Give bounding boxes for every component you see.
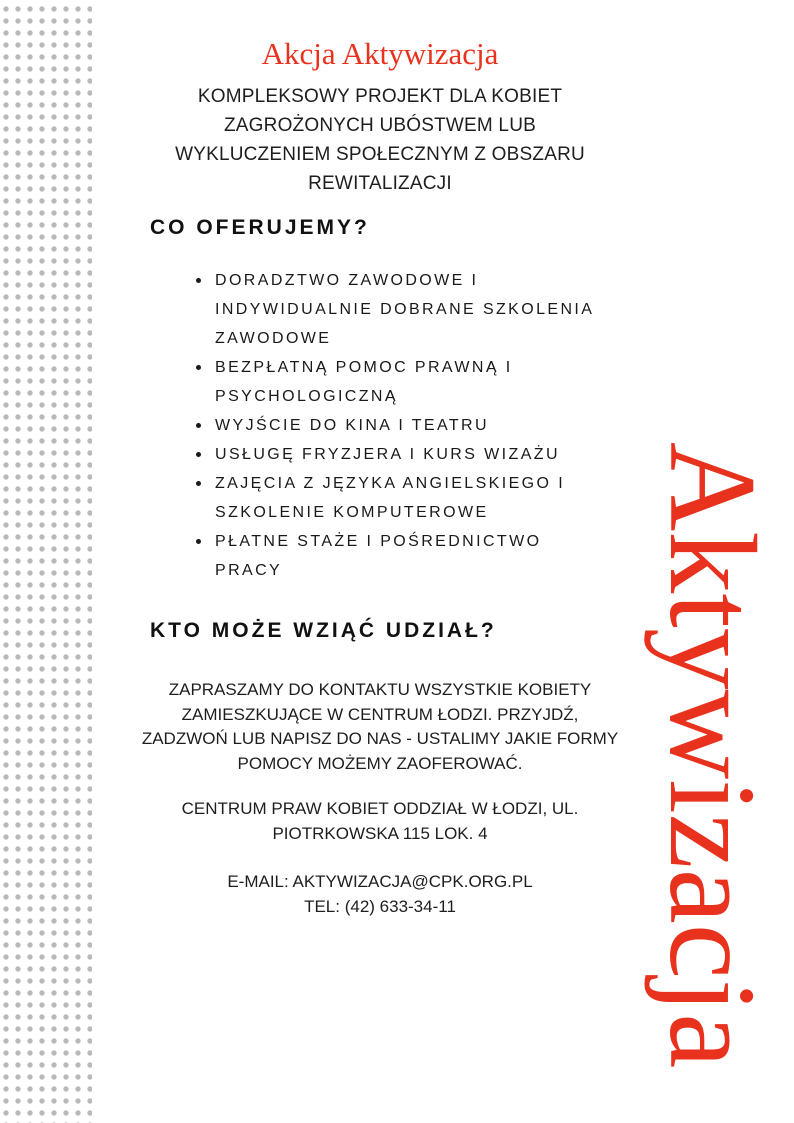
invitation-line: ZADZWOŃ LUB NAPISZ DO NAS - USTALIMY JAKIE FORMY [141,729,619,748]
subtitle-line: ZAGROŻONYCH UBÓSTWEM LUB [224,115,536,136]
offer-item-line: BEZPŁATNĄ POMOC PRAWNĄ I [215,359,513,376]
address-line: CENTRUM PRAW KOBIET ODDZIAŁ W ŁODZI, UL. [181,799,579,818]
offer-item-line: ZAJĘCIA Z JĘZYKA ANGIELSKIEGO I [215,475,566,492]
bullet-icon [196,365,201,370]
invitation-line: POMOCY MOŻEMY ZAOFEROWAĆ. [237,753,523,773]
who-heading: KTO MOŻE WZIĄĆ UDZIAŁ? [150,619,497,642]
offer-item [196,411,606,440]
bullet-icon [196,452,201,457]
offer-item [196,440,606,469]
project-subtitle [150,82,610,198]
invitation-line: ZAPRASZAMY DO KONTAKTU WSZYSTKIE KOBIETY [168,680,592,699]
invitation-text [140,678,620,776]
offer-item [196,527,606,585]
address-text [140,797,620,846]
offer-item-line: ZAWODOWE [215,330,332,347]
email-text: E-MAIL: AKTYWIZACJA@CPK.ORG.PL [227,872,533,891]
invitation-line: ZAMIESZKUJĄCE W CENTRUM ŁODZI. PRZYJDŹ, [181,704,579,724]
contact-info [140,870,620,919]
offer-item [196,469,606,527]
offer-item-line: WYJŚCIE DO KINA I TEATRU [215,417,489,434]
offer-item-line: USŁUGĘ FRYZJERA I KURS WIZAŻU [215,446,560,463]
bullet-icon [196,539,201,544]
offer-item-line: PSYCHOLOGICZNĄ [215,388,398,405]
address-line: PIOTRKOWSKA 115 LOK. 4 [272,823,488,843]
dotted-side-pattern [0,0,92,1123]
subtitle-line: KOMPLEKSOWY PROJEKT DLA KOBIET [197,86,563,107]
offer-list [196,266,606,585]
offer-item [196,353,606,411]
bullet-icon [196,481,201,486]
offer-item [196,266,606,353]
offer-item-line: INDYWIDUALNIE DOBRANE SZKOLENIA [215,301,595,318]
offer-heading: CO OFERUJEMY? [150,216,370,239]
page-title: Akcja Aktywizacja [261,36,499,71]
subtitle-line: WYKLUCZENIEM SPOŁECZNYM Z OBSZARU [175,144,585,165]
offer-item-line: PŁATNE STAŻE I POŚREDNICTWO PRACY [215,533,542,579]
subtitle-line: REWITALIZACJI [308,173,452,194]
bullet-icon [196,278,201,283]
phone-text: TEL: (42) 633-34-11 [304,896,456,916]
bullet-icon [196,423,201,428]
vertical-word: Aktywizacja [644,441,781,1069]
offer-item-line: SZKOLENIE KOMPUTEROWE [215,504,489,521]
offer-item-line: DORADZTWO ZAWODOWE I [215,272,479,289]
